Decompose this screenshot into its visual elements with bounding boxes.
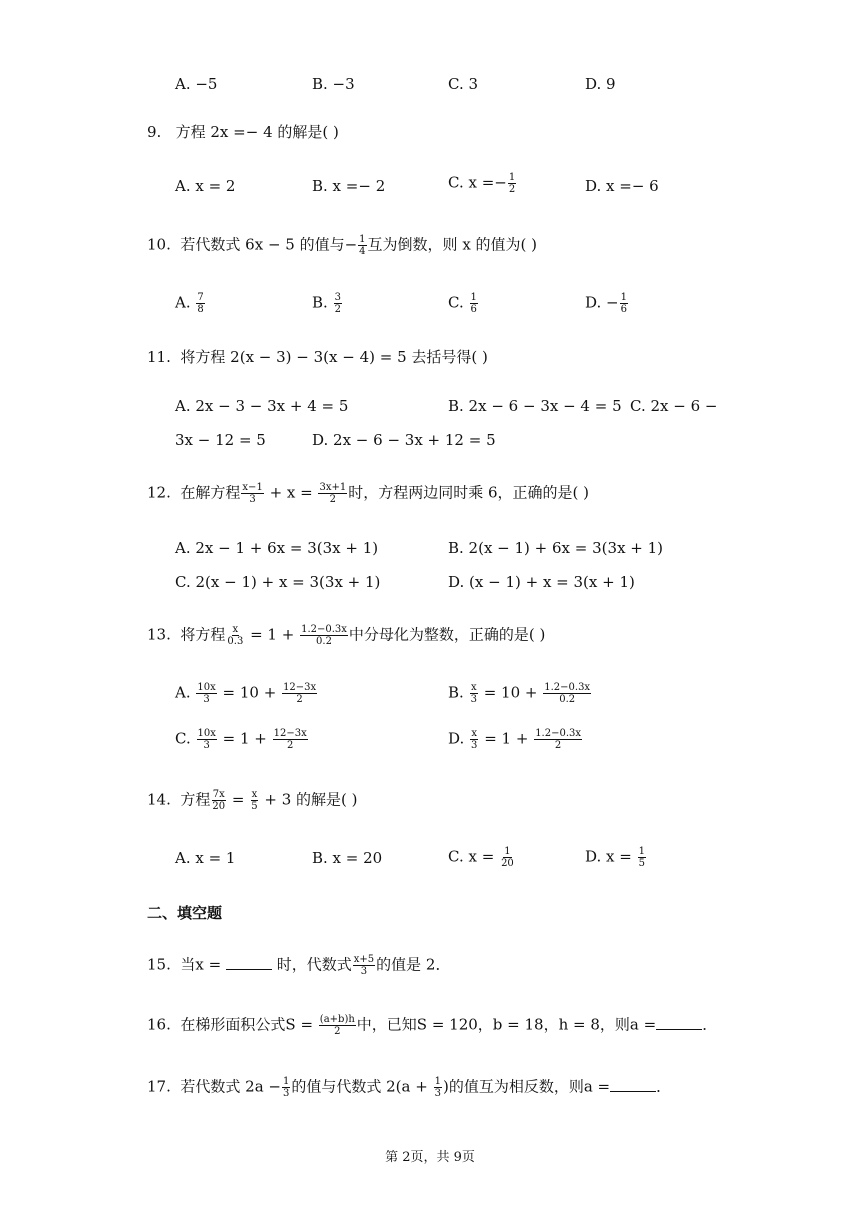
q11-option-a: A. 2x − 3 − 3x + 4 = 5 <box>175 397 349 415</box>
text-span: 11. <box>147 348 171 366</box>
fraction-numerator: 10x <box>197 728 216 739</box>
text-span: ． <box>656 1077 672 1096</box>
q10-number: 10. <box>147 235 171 254</box>
q13-option-b: B. $\frac{x}{3}$ = 10 + $\frac{1.2-0.3x}{0.2}$ <box>448 682 591 705</box>
fraction-numerator: 3 <box>334 292 341 303</box>
answer-blank[interactable] <box>656 1015 702 1030</box>
text-span: 的值是 2． <box>376 955 451 974</box>
q8-option-c: C. 3 <box>448 75 479 93</box>
fraction-denominator: 2 <box>287 740 294 751</box>
fraction-numerator: 1.2−0.3x <box>544 682 591 693</box>
q9-option-a: A. x = 2 <box>175 177 236 195</box>
text-span: 16. <box>147 1015 171 1034</box>
fraction-denominator: 20 <box>501 858 514 869</box>
text-span: 若代数式 2a − <box>180 1077 281 1096</box>
fraction-numerator: 12−3x <box>273 728 307 739</box>
q9-text: 方程 2x =− 4 的解是( ) <box>175 123 339 141</box>
text-span: 时，方程两边同时乘 6，正确的是( ) <box>348 483 590 502</box>
fraction <box>197 728 217 751</box>
fraction-denominator: 20 <box>212 801 226 812</box>
text-span: 当x = <box>180 955 226 974</box>
fraction <box>638 846 646 869</box>
fraction-denominator: 6 <box>470 304 477 315</box>
fraction <box>470 682 478 705</box>
q9-number: 9. <box>147 123 162 141</box>
q12-option-b: B. 2(x − 1) + 6x = 3(3x + 1) <box>448 539 664 557</box>
fraction-denominator: 3 <box>283 1088 290 1099</box>
fraction-numerator: 7x <box>212 789 225 800</box>
q10-option-b <box>312 292 343 315</box>
text-span: + x = <box>264 483 318 502</box>
fraction-denominator: 3 <box>203 740 210 751</box>
question-11 <box>147 347 488 367</box>
q14-option-a: A. x = 1 <box>175 849 236 867</box>
question-15 <box>147 954 450 977</box>
q13-option-d: D. $\frac{x}{3}$ = 1 + $\frac{1.2-0.3x}{2}$ <box>448 728 582 751</box>
fraction-denominator: 3 <box>203 694 210 705</box>
fraction-denominator: 3 <box>434 1088 441 1099</box>
fraction <box>196 682 216 705</box>
q14-option-c <box>448 846 516 869</box>
fraction-numerator: x+5 <box>353 954 375 965</box>
text-span: B. <box>448 683 464 702</box>
fraction-denominator: 2 <box>296 694 303 705</box>
text-span: D. <box>448 729 465 748</box>
text-span: A. <box>175 293 191 312</box>
question-17 <box>147 1076 671 1099</box>
text-span: 在梯形面积公式S = <box>180 1015 318 1034</box>
fraction-denominator: 2 <box>334 304 341 315</box>
fraction-numerator: 1 <box>504 846 511 857</box>
fraction-denominator: 5 <box>251 801 258 812</box>
fraction-numerator: 1 <box>620 292 627 303</box>
fraction-numerator: 1 <box>508 172 516 183</box>
q8-option-d: D. 9 <box>585 75 616 93</box>
q11-option-b: B. 2x − 6 − 3x − 4 = 5 <box>448 397 622 415</box>
question-10 <box>147 234 537 257</box>
text-span: + 3 的解是( ) <box>259 790 358 809</box>
fraction-numerator: 3x+1 <box>319 482 347 493</box>
fraction <box>282 682 317 705</box>
question-9 <box>147 122 339 142</box>
fraction <box>241 482 263 505</box>
fraction <box>500 846 515 869</box>
fraction-numerator: 1 <box>638 846 645 857</box>
fraction <box>543 682 591 705</box>
fraction-numerator: 1.2−0.3x <box>301 624 347 635</box>
fraction <box>353 954 375 977</box>
q11-option-c: C. 2x − 6 − <box>630 397 718 415</box>
text-span: 若代数式 6x − 5 的值与− <box>180 235 358 254</box>
text-span: 15. <box>147 955 171 974</box>
question-14 <box>147 789 358 812</box>
fraction <box>319 1014 356 1037</box>
answer-blank[interactable] <box>610 1077 656 1092</box>
text-span: 中，已知S = 120，b = 18，h = 8，则a = <box>356 1015 657 1034</box>
q14-option-d <box>585 846 647 869</box>
fraction <box>508 172 516 195</box>
fraction <box>300 624 348 647</box>
fraction-denominator: 3 <box>471 740 478 751</box>
fraction-denominator: 0.2 <box>559 694 576 705</box>
fraction <box>211 789 226 812</box>
q9-option-c <box>448 172 517 195</box>
fraction <box>534 728 582 751</box>
fraction-denominator: 4 <box>359 246 366 257</box>
text-span: 互为倒数，则 x 的值为( ) <box>367 235 538 254</box>
q10-option-d <box>585 292 629 315</box>
text-span: 将方程 <box>180 625 226 644</box>
fraction-denominator: 2 <box>554 740 562 751</box>
q12-option-d: D. (x − 1) + x = 3(x + 1) <box>448 573 635 591</box>
fraction <box>282 1076 290 1099</box>
q8-option-b: B. −3 <box>312 75 355 93</box>
text-span: C. x =− <box>448 173 507 192</box>
fraction <box>196 292 204 315</box>
fraction-numerator: 1 <box>283 1076 290 1087</box>
text-span: 方程 <box>180 790 211 809</box>
text-span: D. − <box>585 293 619 312</box>
fraction <box>318 482 347 505</box>
fraction-denominator: 5 <box>638 858 645 869</box>
q13-option-a: A. $\frac{10x}{3}$ = 10 + $\frac{12-3x}{2}$ <box>175 682 317 705</box>
q9-option-d: D. x =− 6 <box>585 177 659 195</box>
fraction <box>470 292 478 315</box>
text-span: C. <box>448 293 464 312</box>
text-span: 12. <box>147 483 171 502</box>
text-span: 13. <box>147 625 171 644</box>
q10-option-c <box>448 292 479 315</box>
page-footer: 第 2页，共 9页 <box>385 1150 475 1165</box>
q8-option-a: A. −5 <box>175 75 218 93</box>
fraction <box>358 234 366 257</box>
q12-option-c: C. 2(x − 1) + x = 3(3x + 1) <box>175 573 381 591</box>
fraction-denominator: 0.3 <box>227 636 244 647</box>
text-span: 的值与代数式 2(a + <box>291 1077 433 1096</box>
fraction-denominator: 2 <box>334 1026 341 1037</box>
fraction-numerator: 10x <box>197 682 216 693</box>
text-span: C. x = <box>448 847 495 866</box>
fraction <box>273 728 308 751</box>
fraction-numerator: (a+b)h <box>319 1014 355 1025</box>
fraction-denominator: 3 <box>470 694 477 705</box>
fraction <box>620 292 628 315</box>
question-12 <box>147 482 589 505</box>
fraction <box>226 624 244 647</box>
fraction-numerator: 1 <box>359 234 366 245</box>
fraction-denominator: 3 <box>249 494 256 505</box>
question-16 <box>147 1014 717 1037</box>
text-span: 14. <box>147 790 171 809</box>
text-span: = 1 + <box>245 625 300 644</box>
q9-option-b: B. x =− 2 <box>312 177 386 195</box>
text-span: )的值互为相反数，则a = <box>442 1077 611 1096</box>
text-span: 将方程 2(x − 3) − 3(x − 4) = 5 去括号得( ) <box>180 348 488 366</box>
fraction-numerator: x <box>232 624 239 635</box>
answer-blank[interactable] <box>226 955 272 970</box>
q11-option-c-cont: 3x − 12 = 5 <box>175 431 266 449</box>
fraction-numerator: 1.2−0.3x <box>535 728 582 739</box>
fraction-numerator: x <box>470 682 477 693</box>
q11-option-d: D. 2x − 6 − 3x + 12 = 5 <box>312 431 496 449</box>
fraction <box>470 728 478 751</box>
fraction-numerator: x−1 <box>242 482 263 493</box>
text-span: 时，代数式 <box>271 955 352 974</box>
text-span: = <box>227 790 250 809</box>
text-span: B. <box>312 293 328 312</box>
fraction-denominator: 2 <box>508 184 516 195</box>
text-span: C. <box>175 729 191 748</box>
text-span: 17. <box>147 1077 171 1096</box>
text-span: D. x = <box>585 847 632 866</box>
fraction-denominator: 8 <box>197 304 204 315</box>
fraction-denominator: 3 <box>360 966 368 977</box>
fraction-numerator: 12−3x <box>283 682 317 693</box>
fraction-denominator: 6 <box>620 304 627 315</box>
text-span: 在解方程 <box>180 483 241 502</box>
question-13 <box>147 624 545 647</box>
fraction-numerator: 7 <box>197 292 204 303</box>
fraction-numerator: 1 <box>434 1076 441 1087</box>
fraction-numerator: x <box>251 789 258 800</box>
q14-option-b: B. x = 20 <box>312 849 383 867</box>
fraction <box>434 1076 442 1099</box>
text-span: A. <box>175 683 191 702</box>
section-heading: 二、填空题 <box>147 904 223 922</box>
fraction <box>250 789 258 812</box>
q10-option-a <box>175 292 206 315</box>
fraction-numerator: x <box>471 728 478 739</box>
fraction-denominator: 2 <box>329 494 337 505</box>
fraction <box>334 292 342 315</box>
q12-option-a: A. 2x − 1 + 6x = 3(3x + 1) <box>175 539 379 557</box>
q13-option-c: C. $\frac{10x}{3}$ = 1 + $\frac{12-3x}{2}$ <box>175 728 307 751</box>
fraction-numerator: 1 <box>470 292 477 303</box>
text-span: 中分母化为整数，正确的是( ) <box>348 625 546 644</box>
fraction-denominator: 0.2 <box>316 636 332 647</box>
text-span: ． <box>702 1015 718 1034</box>
